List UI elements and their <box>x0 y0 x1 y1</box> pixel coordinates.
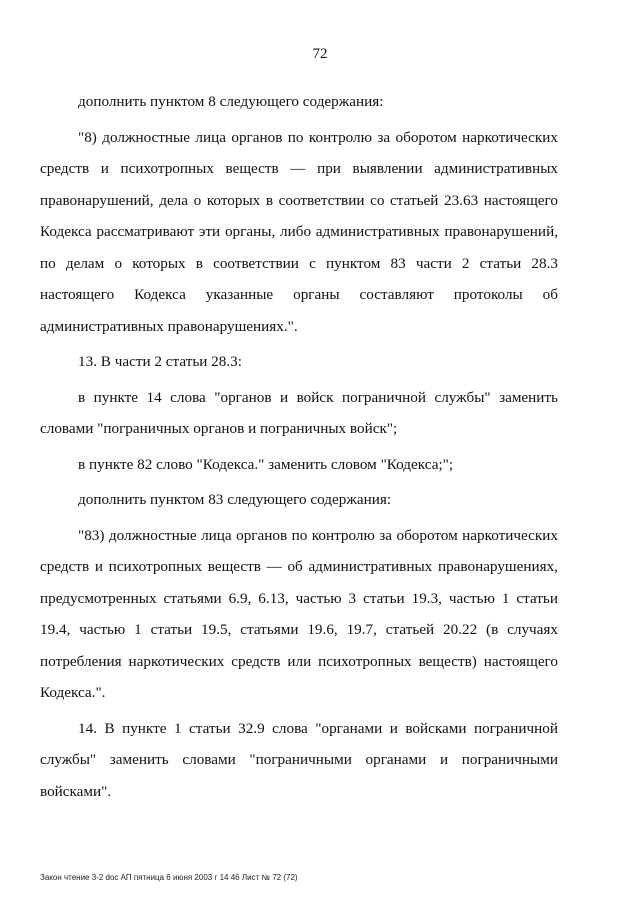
paragraph-section-14-text: 14. В пункте 1 статьи 32.9 слова "органами и войсками пограничной службы" заменить словами "пограничными органами и пограничными войсками". <box>40 719 558 800</box>
paragraph-add-item-8: дополнить пунктом 8 следующего содержания: <box>78 93 384 110</box>
document-body <box>40 86 558 807</box>
document-footer: Закон чтение 3-2 doc АП пятница 6 июня 2003 г 14 46 Лист № 72 (72) <box>40 873 298 882</box>
paragraph-section-13-heading: 13. В части 2 статьи 28.3: <box>78 353 242 370</box>
paragraph-item-14-change: в пункте 14 слова "органов и войск пограничной службы" заменить словами "пограничных органов и пограничных войск"; <box>40 388 558 437</box>
page-number: 72 <box>312 46 328 62</box>
paragraph-item-8-text: "8) должностные лица органов по контролю за оборотом наркотических средств и психотропных веществ — при выявлении административных правонарушений, дела о которых в соответствии со статьей 23.63 настоящего Кодекса рассматривают эти органы, либо административных правонарушений, по делам о которых в соответствии с пунктом 83 части 2 статьи 28.3 настоящего Кодекса указанные органы составляют протоколы об административных правонарушениях.". <box>40 128 558 335</box>
paragraph-item-83-text: "83) должностные лица органов по контролю за оборотом наркотических средств и психотропных веществ — об административных правонарушениях, предусмотренных статьями 6.9, 6.13, частью 3 статьи 19.3, частью 1 статьи 19.4, частью 1 статьи 19.5, статьями 19.6, 19.7, статьей 20.22 (в случаях потребления наркотических средств или психотропных веществ) настоящего Кодекса.". <box>40 526 558 701</box>
paragraph-item-82-change: в пункте 82 слово "Кодекса." заменить словом "Кодекса;"; <box>78 455 454 473</box>
paragraph-add-item-83: дополнить пунктом 83 следующего содержания: <box>78 491 392 508</box>
